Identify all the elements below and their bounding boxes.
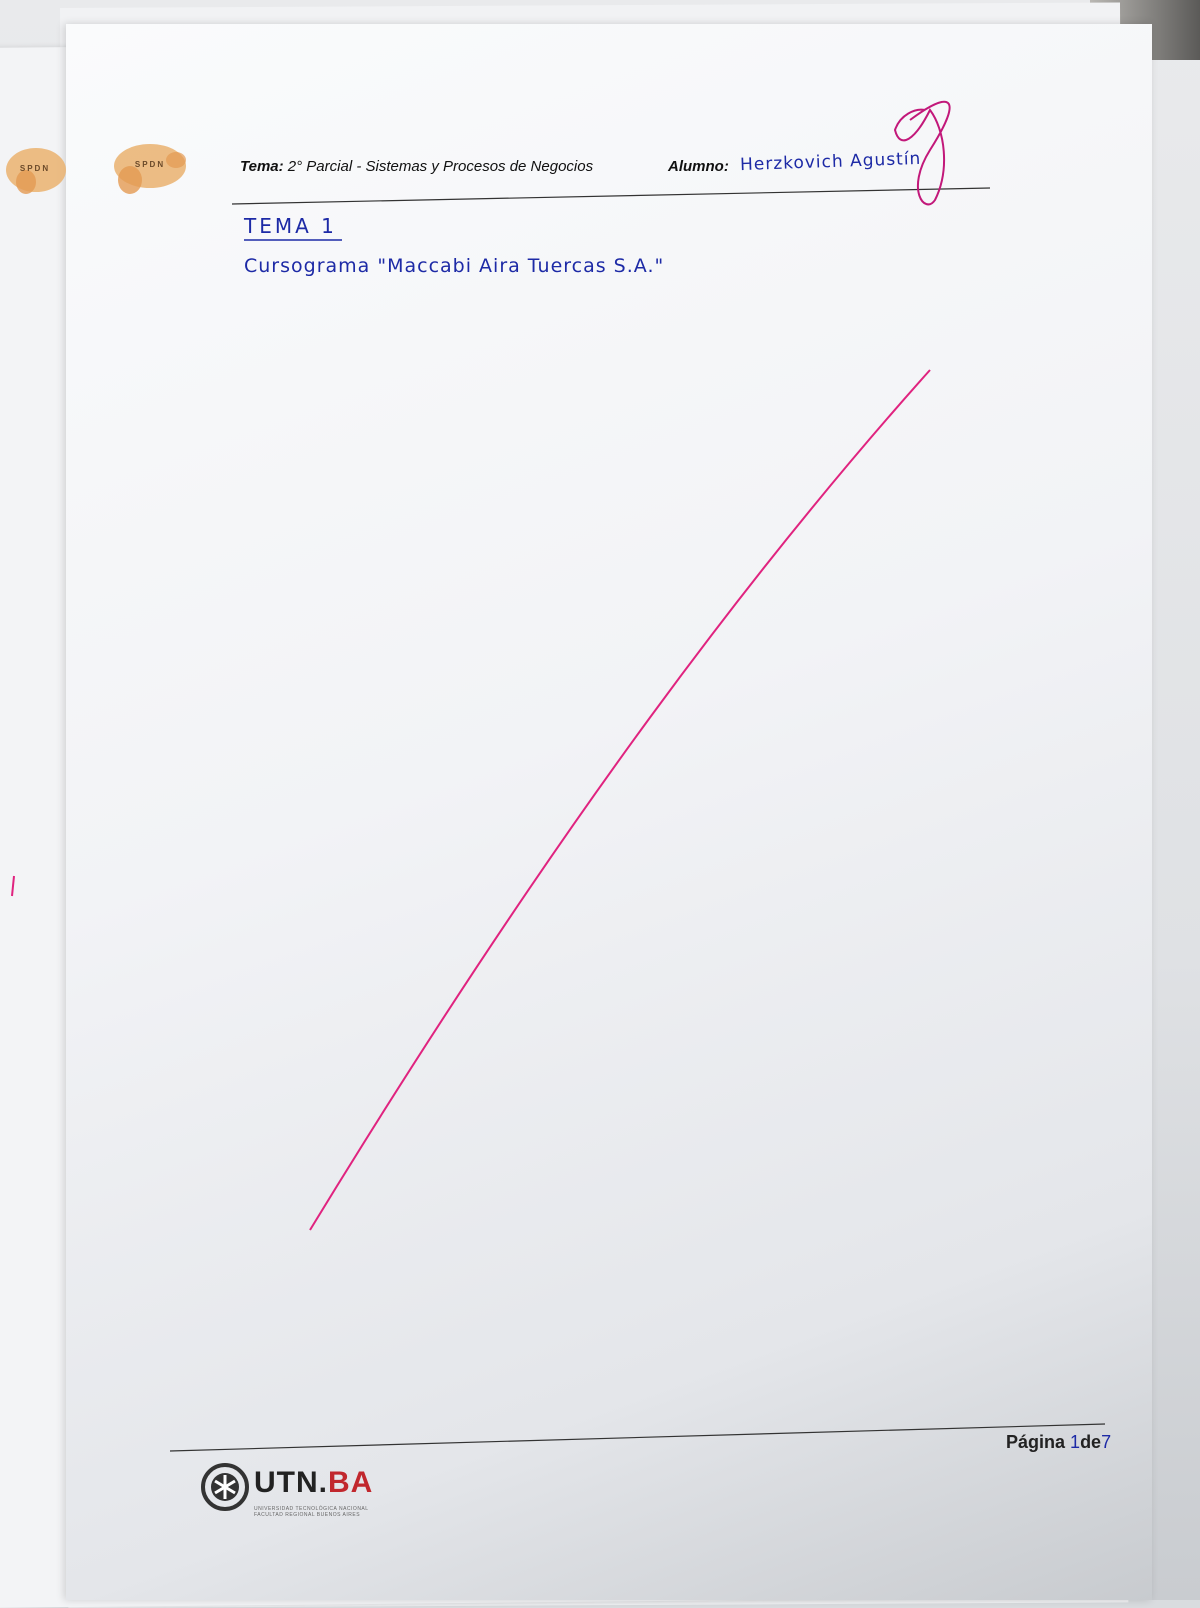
header-rule	[232, 188, 990, 204]
page-label: Página	[1006, 1432, 1066, 1452]
alumno-name: Herzkovich Agustín	[739, 148, 922, 176]
utn-subtitle: UNIVERSIDAD TECNOLÓGICA NACIONAL FACULTAD REGIONAL BUENOS AIRES	[254, 1506, 369, 1518]
page-total: 7	[1101, 1432, 1112, 1452]
utn-wordmark: UTN.BA	[254, 1466, 374, 1499]
tema-heading: TEMA 1	[244, 214, 337, 238]
page-of: de	[1080, 1432, 1102, 1452]
strike-through-line	[310, 370, 930, 1230]
tema-value: 2° Parcial - Sistemas y Procesos de Negocios	[287, 158, 594, 175]
cursograma-title: Cursograma "Maccabi Aira Tuercas S.A."	[244, 255, 665, 277]
page-number: 1	[1070, 1432, 1081, 1452]
spdn-logo: SPDN	[110, 132, 190, 202]
page-counter	[1006, 1432, 1111, 1453]
utn-emblem-icon	[200, 1462, 250, 1512]
margin-mark	[12, 876, 14, 896]
alumno-label: Alumno:	[668, 158, 729, 175]
footer-rule	[170, 1424, 1105, 1451]
tema-label: Tema:	[240, 158, 284, 175]
utn-ba-logo	[200, 1462, 380, 1522]
spdn-logo-back: SPDN	[4, 136, 66, 206]
